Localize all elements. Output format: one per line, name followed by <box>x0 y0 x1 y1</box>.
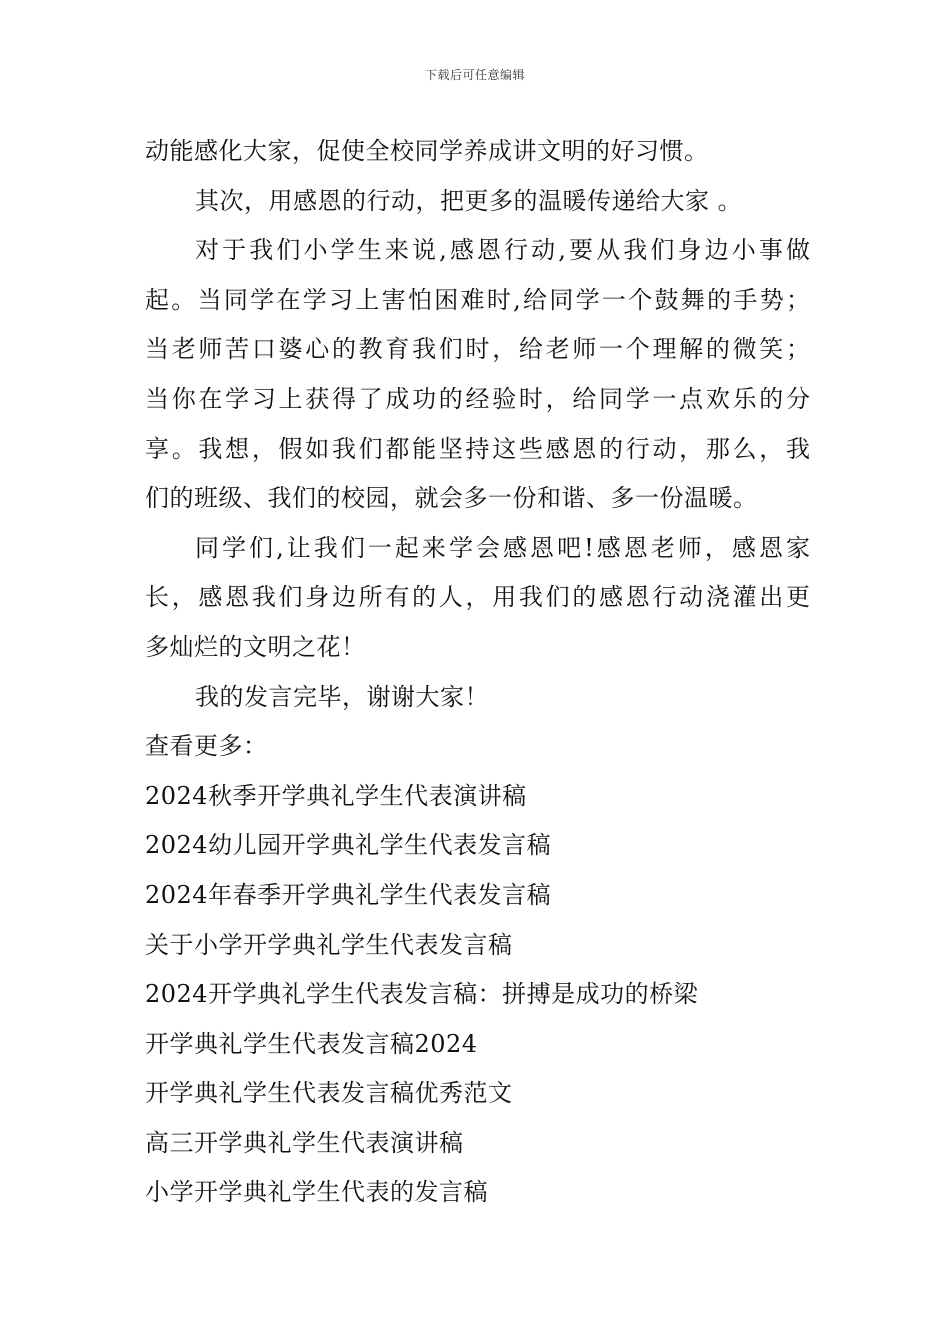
text-line: 当你在学习上获得了成功的经验时，给同学一点欢乐的分 <box>145 384 810 413</box>
paragraph-4 <box>145 524 810 673</box>
text-line: 对于我们小学生来说,感恩行动,要从我们身边小事做 <box>195 236 810 265</box>
text-line: 同学们,让我们一起来学会感恩吧!感恩老师，感恩家 <box>195 533 810 562</box>
text-line: 其次，用感恩的行动，把更多的温暖传递给大家 。 <box>195 186 743 215</box>
text-line: 动能感化大家，促使全校同学养成讲文明的好习惯。 <box>145 137 709 165</box>
text-line: 长，感恩我们身边所有的人，用我们的感恩行动浇灌出更 <box>145 583 810 612</box>
related-link[interactable]: 2024年春季开学典礼学生代表发言稿 <box>145 880 552 909</box>
text-line: 们的班级、我们的校园，就会多一份和谐、多一份温暖。 <box>145 484 758 513</box>
text-line: 起。当同学在学习上害怕困难时,给同学一个鼓舞的手势； <box>145 285 810 314</box>
paragraph-3 <box>145 226 810 524</box>
related-links-list <box>145 772 810 1218</box>
related-link[interactable]: 开学典礼学生代表发言稿2024 <box>145 1029 478 1058</box>
related-link[interactable]: 2024幼儿园开学典礼学生代表发言稿 <box>145 831 552 860</box>
related-link[interactable]: 开学典礼学生代表发言稿优秀范文 <box>145 1079 513 1108</box>
document-body <box>145 127 810 1218</box>
text-line: 多灿烂的文明之花！ <box>145 632 366 661</box>
related-link[interactable]: 高三开学典礼学生代表演讲稿 <box>145 1128 464 1157</box>
paragraph-2 <box>145 177 810 227</box>
page-header: 下载后可任意编辑 <box>424 68 525 82</box>
text-line: 我的发言完毕，谢谢大家！ <box>195 682 489 711</box>
paragraph-1 <box>145 127 810 177</box>
related-link[interactable]: 关于小学开学典礼学生代表发言稿 <box>145 930 513 959</box>
text-line: 享。我想，假如我们都能坚持这些感恩的行动，那么，我 <box>145 434 810 463</box>
see-more-label: 查看更多： <box>145 732 268 761</box>
text-line: 当老师苦口婆心的教育我们时，给老师一个理解的微笑； <box>145 335 810 364</box>
related-link[interactable]: 小学开学典礼学生代表的发言稿 <box>145 1178 488 1207</box>
related-link[interactable]: 2024开学典礼学生代表发言稿：拼搏是成功的桥梁 <box>145 980 699 1009</box>
related-link[interactable]: 2024秋季开学典礼学生代表演讲稿 <box>145 781 527 810</box>
paragraph-5 <box>145 673 810 723</box>
